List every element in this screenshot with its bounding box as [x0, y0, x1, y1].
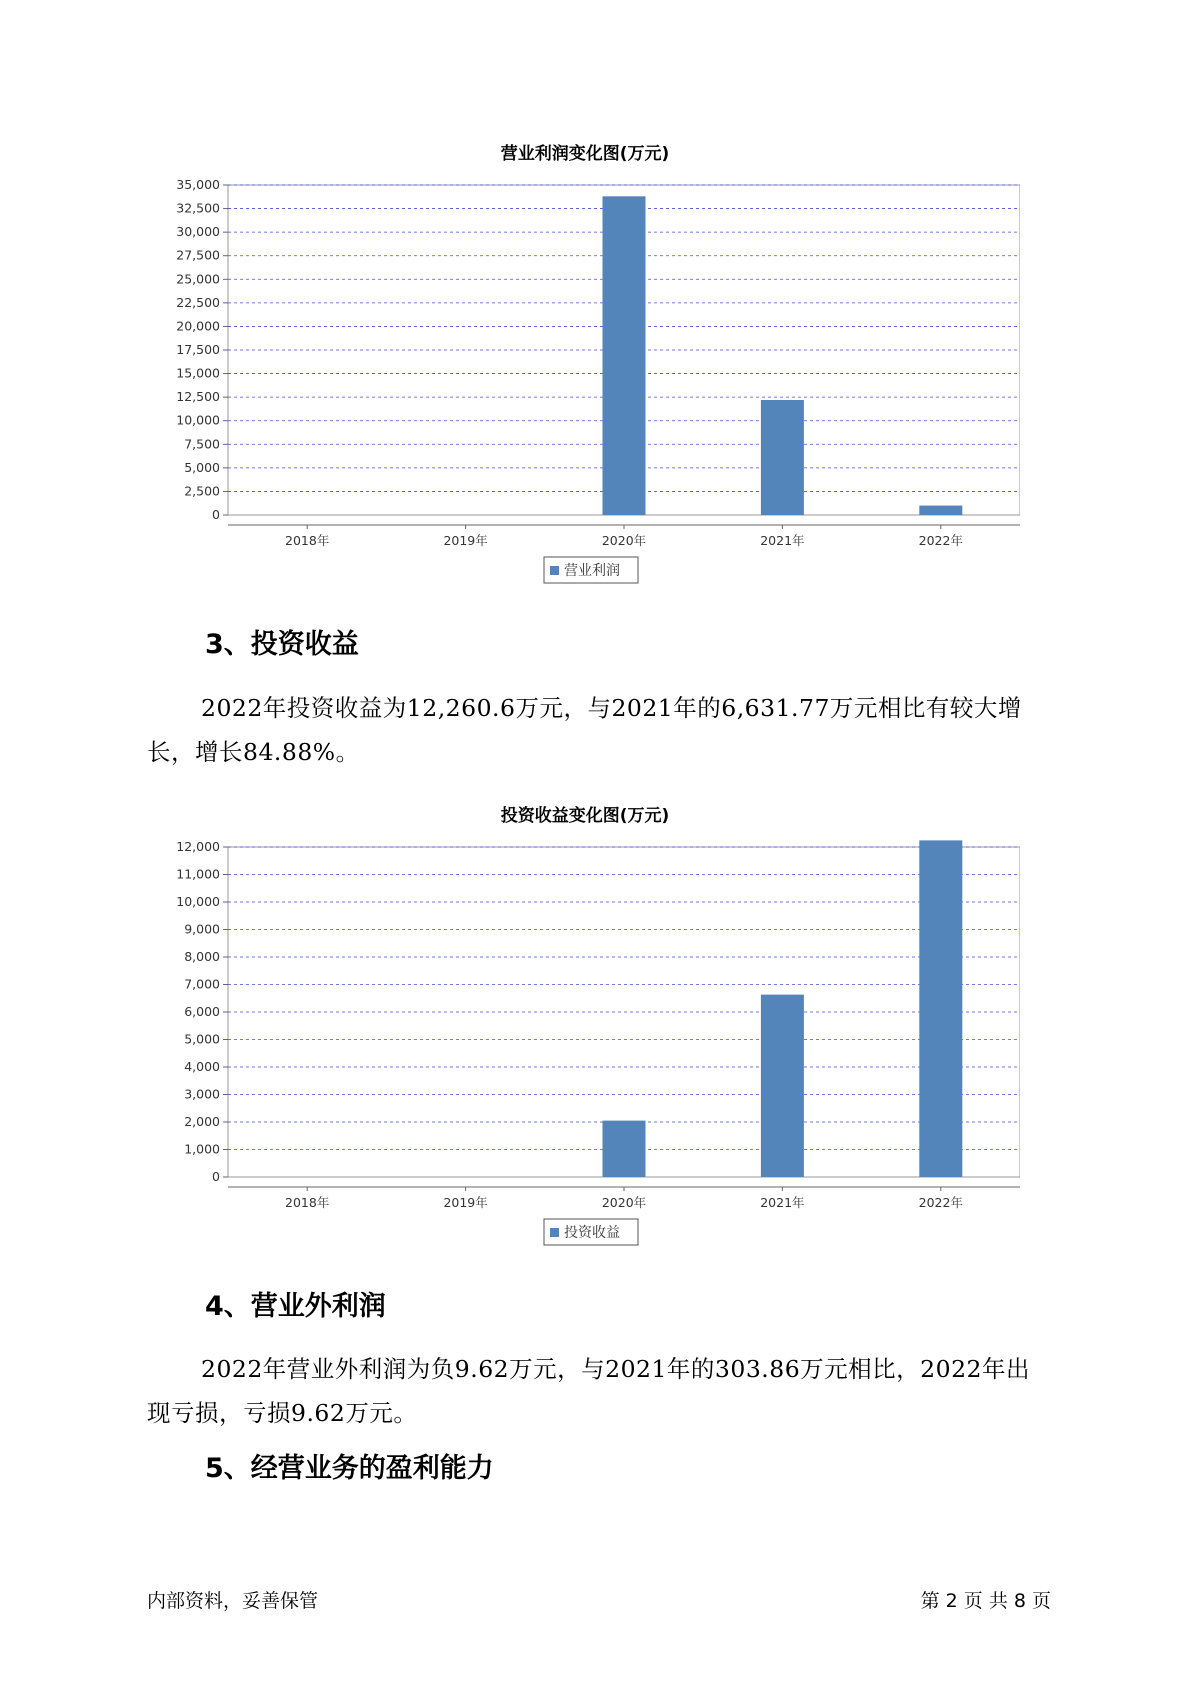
- x-tick-label: 2022年: [918, 1195, 963, 1210]
- legend-label: 营业利润: [564, 563, 620, 579]
- bar: [919, 506, 962, 515]
- y-tick-label: 7,000: [184, 976, 220, 992]
- section-3-paragraph: 2022年投资收益为12,260.6万元，与2021年的6,631.77万元相比有较大增长，增长84.88%。: [147, 694, 1022, 766]
- operating-profit-chart-svg: [150, 135, 1020, 585]
- y-tick-label: 1,000: [184, 1141, 220, 1157]
- y-tick-label: 11,000: [176, 866, 220, 882]
- y-tick-label: 25,000: [176, 271, 220, 287]
- footer-page-number: 第 2 页 共 8 页: [920, 1590, 1051, 1612]
- legend-swatch: [550, 566, 559, 575]
- y-tick-label: 0: [212, 507, 220, 522]
- section-3-heading: 3、投资收益: [205, 629, 359, 660]
- y-tick-label: 4,000: [184, 1059, 220, 1074]
- investment-income-chart-svg: [150, 797, 1020, 1247]
- bar: [603, 1121, 646, 1177]
- x-tick-label: 2018年: [285, 533, 330, 548]
- y-tick-label: 5,000: [184, 459, 220, 475]
- y-tick-label: 12,500: [176, 389, 220, 405]
- x-tick-label: 2021年: [760, 533, 805, 548]
- x-tick-label: 2021年: [760, 1195, 805, 1210]
- section-4-paragraph: 2022年营业外利润为负9.62万元，与2021年的303.86万元相比，2022年出现亏损，亏损9.62万元。: [147, 1355, 1030, 1427]
- footer-confidential-note: 内部资料，妥善保管: [147, 1590, 319, 1612]
- y-tick-label: 15,000: [176, 365, 220, 381]
- y-tick-label: 6,000: [184, 1004, 220, 1019]
- y-tick-label: 8,000: [184, 949, 220, 964]
- y-tick-label: 32,500: [176, 200, 220, 216]
- y-tick-label: 2,500: [184, 483, 220, 499]
- bar: [761, 995, 804, 1177]
- x-tick-label: 2019年: [443, 1195, 488, 1210]
- x-tick-label: 2020年: [601, 1195, 647, 1210]
- bar: [761, 400, 804, 515]
- bar: [603, 196, 646, 515]
- section-4-heading: 4、营业外利润: [205, 1291, 386, 1322]
- x-tick-label: 2018年: [285, 1195, 330, 1210]
- legend-label: 投资收益: [564, 1225, 620, 1241]
- operating-profit-chart: [150, 135, 1020, 585]
- chart-title: 营业利润变化图(万元): [500, 144, 670, 164]
- y-tick-label: 10,000: [176, 412, 220, 428]
- y-tick-label: 9,000: [184, 921, 220, 937]
- x-tick-label: 2019年: [443, 533, 488, 548]
- y-tick-label: 17,500: [176, 342, 220, 357]
- y-tick-label: 12,000: [176, 839, 220, 854]
- chart-title: 投资收益变化图(万元): [500, 806, 670, 826]
- y-tick-label: 20,000: [176, 318, 220, 334]
- y-tick-label: 27,500: [176, 247, 220, 263]
- y-tick-label: 10,000: [176, 894, 220, 909]
- y-tick-label: 0: [212, 1169, 220, 1184]
- bar: [919, 840, 962, 1177]
- x-tick-label: 2022年: [918, 533, 963, 548]
- y-tick-label: 3,000: [184, 1086, 220, 1102]
- section-5-heading: 5、经营业务的盈利能力: [205, 1453, 494, 1484]
- y-tick-label: 7,500: [184, 436, 220, 452]
- legend-swatch: [550, 1228, 559, 1237]
- y-tick-label: 35,000: [176, 177, 220, 192]
- y-tick-label: 5,000: [184, 1031, 220, 1047]
- y-tick-label: 2,000: [184, 1114, 220, 1129]
- investment-income-chart: [150, 797, 1020, 1247]
- y-tick-label: 22,500: [176, 294, 220, 310]
- y-tick-label: 30,000: [176, 224, 220, 240]
- x-tick-label: 2020年: [601, 533, 647, 548]
